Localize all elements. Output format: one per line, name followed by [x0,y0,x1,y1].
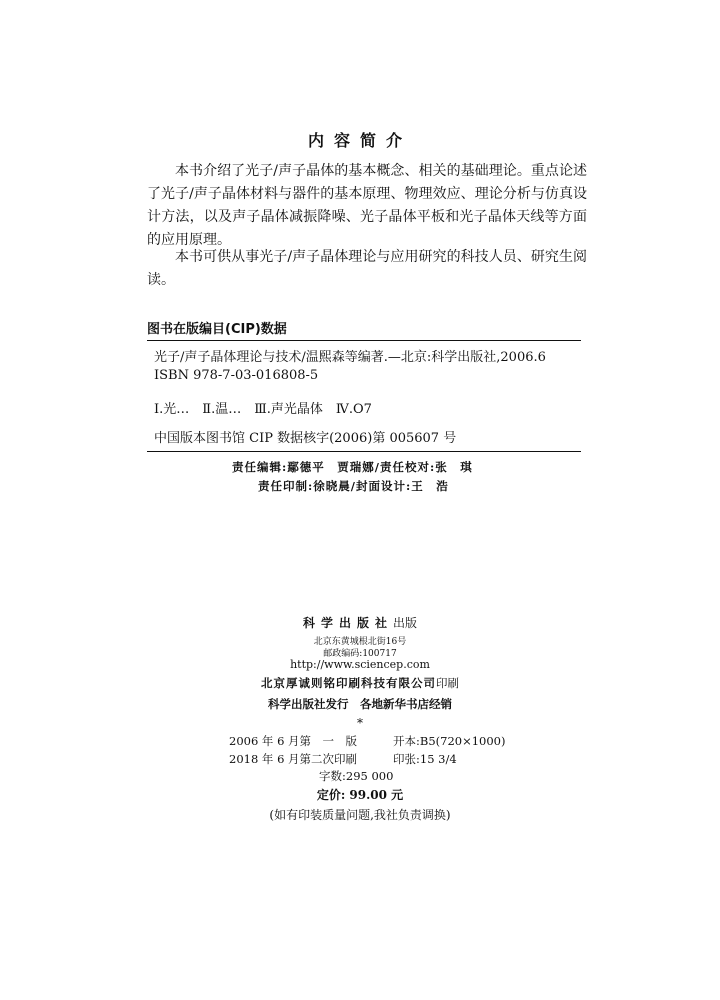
staff-printing: 责任印制:徐晓晨/封面设计:王 浩 [258,479,449,493]
intro-paragraph-1: 本书介绍了光子/声子晶体的基本概念、相关的基础理论。重点论述了光子/声子晶体材料与器件的基本原理、物理效应、理论分析与仿真设计方法，以及声子晶体减振降噪、光子晶体平板和光子晶体天线等方面的应用原理。 [147,163,587,248]
edition-line-2 [229,751,457,767]
distribution: 科学出版社发行 各地新华书店经销 [268,697,452,711]
staff-editors: 责任编辑:鄢德平 贾瑞娜/责任校对:张 琪 [232,460,473,474]
word-count: 字数:295 000 [319,769,394,783]
publisher-name-text: 科学出版社 [302,616,393,630]
printer-suffix: 印刷 [436,676,459,690]
publisher-url: http://www.sciencep.com [290,658,430,671]
intro-paragraph-2: 本书可供从事光子/声子晶体理论与应用研究的科技人员、研究生阅读。 [147,249,587,288]
book-format: 开本:B5(720×1000) [393,734,506,748]
publisher-name-suffix: 出版 [393,616,418,630]
printer [0,675,720,691]
printer-name: 北京厚诚则铭印刷科技有限公司 [261,676,436,690]
cip-bottom-rule [147,451,581,452]
cip-top-rule [147,340,581,341]
publisher-postcode: 邮政编码:100717 [323,649,397,659]
edition-line-1 [229,733,506,749]
printing-date: 2018 年 6 月第二次印刷 [229,752,358,766]
quality-note: (如有印装质量问题,我社负责调换) [269,808,451,822]
publisher-name [0,614,720,631]
cip-isbn: ISBN 978-7-03-016808-5 [154,368,319,383]
separator-star: * [357,716,363,730]
printed-sheets: 印张:15 3/4 [393,752,457,766]
first-edition: 2006 年 6 月第 一 版 [229,734,358,748]
page-title: 内容简介 [307,131,412,150]
cip-classification: Ⅰ.光… Ⅱ.温… Ⅲ.声光晶体 Ⅳ.O7 [154,402,372,417]
cip-verification: 中国版本图书馆 CIP 数据核字(2006)第 005607 号 [154,431,457,446]
price: 定价: 99.00 元 [316,788,404,802]
cip-heading: 图书在版编目(CIP)数据 [147,322,287,337]
cip-record: 光子/声子晶体理论与技术/温熙森等编著.—北京:科学出版社,2006.6 [154,350,546,365]
publisher-address: 北京东黄城根北街16号 [313,637,407,647]
